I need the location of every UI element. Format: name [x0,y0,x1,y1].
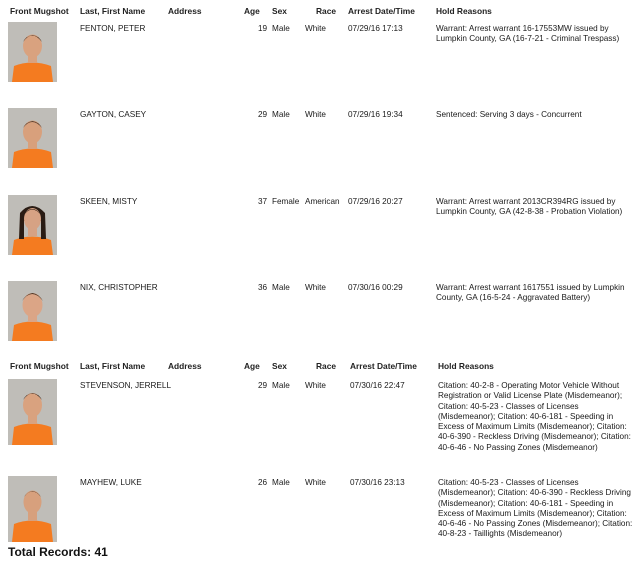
table-row [0,195,640,285]
hold-reasons: Citation: 40-5-23 - Classes of Licenses (Misdemeanor); Citation: 40-6-390 - Reckless Driving (Misdemeanor); Citation: 40-6-181 - Speeding in Excess of Maximum Limits (Misdemeanor); Citation: 40-6-46 - No Passing Zones (Misdemeanor); Citation: 40-8-23 - Taillights (Misdemeanor) [438,478,633,539]
inmate-sex: Male [272,24,290,33]
header-mugshot: Front Mugshot [10,6,69,16]
header-arrest-date: Arrest Date/Time [348,6,415,16]
arrest-datetime: 07/30/16 23:13 [350,478,405,487]
mugshot-photo-icon [8,281,57,341]
table-row [0,379,640,469]
inmate-sex: Male [272,381,290,390]
mugshot-photo-icon [8,22,57,82]
mugshot-photo-icon [8,108,57,168]
mugshot-photo-icon [8,476,57,542]
inmate-age: 29 [258,110,268,119]
inmate-race: White [305,381,326,390]
arrest-datetime: 07/29/16 19:34 [348,110,403,119]
header-mugshot: Front Mugshot [10,361,69,371]
hold-reasons: Warrant: Arrest warrant 1617551 issued by Lumpkin County, GA (16-5-24 - Aggravated Battery) [436,283,625,303]
inmate-age: 37 [258,197,268,206]
hold-reasons: Citation: 40-2-8 - Operating Motor Vehicle Without Registration or Valid License Plate (Misdemeanor); Citation: 40-5-23 - Classes of Licenses (Misdemeanor); Citation: 40-6-181 - Speeding in Excess of Maximum Limits (Misdemeanor); Citation: 40-6-390 - Reckless Driving (Misdemeanor); Citation: 40-6-46 - No Passing Zones (Misdemeanor) [438,381,631,452]
arrest-datetime: 07/29/16 20:27 [348,197,403,206]
table-header [0,361,640,375]
header-hold-reasons: Hold Reasons [438,361,494,371]
inmate-name: SKEEN, MISTY [80,197,138,206]
inmate-race: White [305,478,326,487]
inmate-name: GAYTON, CASEY [80,110,147,119]
inmate-age: 36 [258,283,268,292]
inmate-name: STEVENSON, JERRELL [80,381,171,390]
inmate-race: White [305,110,326,119]
mugshot-photo-icon [8,379,57,445]
inmate-name: FENTON, PETER [80,24,146,33]
header-address: Address [168,6,202,16]
inmate-age: 29 [258,381,268,390]
inmate-age: 19 [258,24,268,33]
inmate-race: White [305,283,326,292]
header-name: Last, First Name [80,6,146,16]
arrest-datetime: 07/29/16 17:13 [348,24,403,33]
inmate-sex: Male [272,283,290,292]
mugshot-photo-icon [8,195,57,255]
inmate-name: MAYHEW, LUKE [80,478,142,487]
inmate-name: NIX, CHRISTOPHER [80,283,158,292]
inmate-sex: Male [272,478,290,487]
header-race: Race [316,361,337,371]
arrest-datetime: 07/30/16 00:29 [348,283,403,292]
hold-reasons: Warrant: Arrest warrant 2013CR394RG issued by Lumpkin County, GA (42-8-38 - Probation Violation) [436,197,623,217]
inmate-age: 26 [258,478,268,487]
header-age: Age [244,361,260,371]
header-address: Address [168,361,202,371]
header-sex: Sex [272,361,287,371]
table-row [0,108,640,198]
inmate-sex: Female [272,197,300,206]
inmate-race: White [305,24,326,33]
inmate-sex: Male [272,110,290,119]
hold-reasons: Warrant: Arrest warrant 16-17553MW issued by Lumpkin County, GA (16-7-21 - Criminal Trespass) [436,24,620,44]
header-race: Race [316,6,337,16]
header-arrest-date: Arrest Date/Time [350,361,417,371]
header-name: Last, First Name [80,361,146,371]
total-records: Total Records: 41 [8,545,108,559]
table-row [0,22,640,112]
header-sex: Sex [272,6,287,16]
hold-reasons: Sentenced: Serving 3 days - Concurrent [436,110,582,119]
arrest-datetime: 07/30/16 22:47 [350,381,405,390]
header-age: Age [244,6,260,16]
table-header [0,6,640,20]
header-hold-reasons: Hold Reasons [436,6,492,16]
inmate-race: American [305,197,340,206]
table-row [0,281,640,371]
